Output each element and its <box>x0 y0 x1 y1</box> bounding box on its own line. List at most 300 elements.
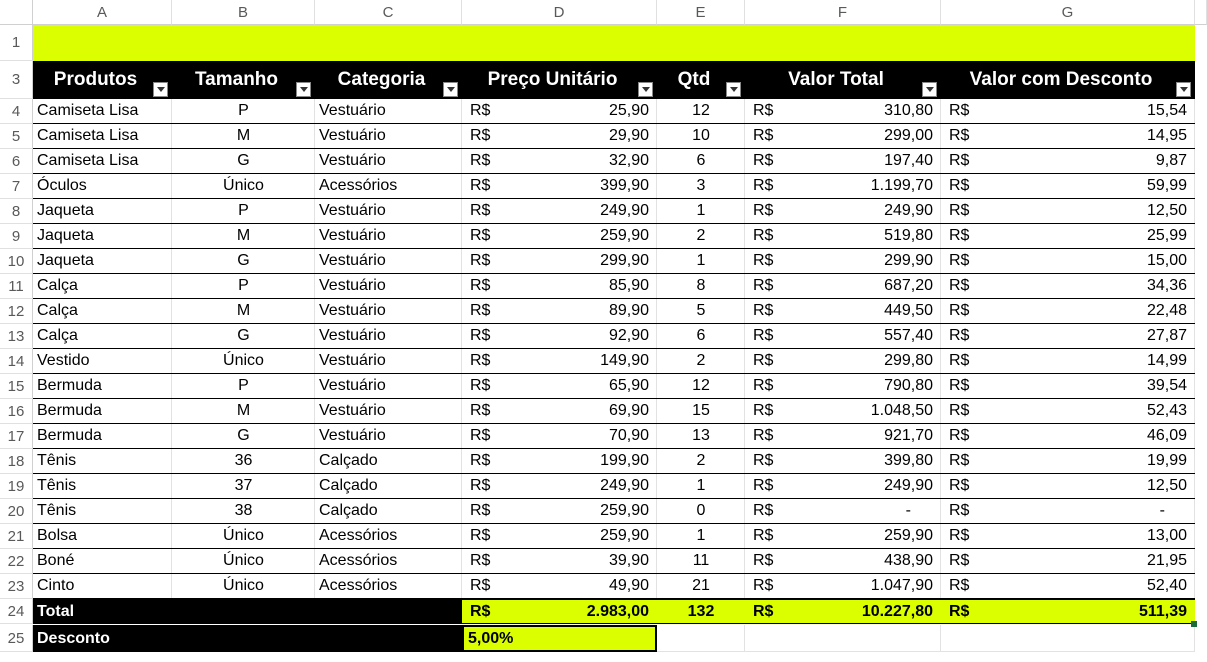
total-valor-total[interactable] <box>745 599 941 624</box>
cell-tamanho[interactable]: G <box>172 149 315 174</box>
cell-produto[interactable]: Bermuda <box>33 374 172 399</box>
cell-preco[interactable] <box>462 174 657 199</box>
money-value: 399,90 <box>600 177 649 194</box>
cell-qtd[interactable]: 5 <box>657 299 745 324</box>
header-tamanho[interactable] <box>172 61 315 99</box>
money-value: 59,99 <box>1146 177 1187 194</box>
currency-label: R$ <box>949 402 970 419</box>
header-valor-desconto-label: Valor com Desconto <box>969 69 1153 90</box>
currency-label: R$ <box>753 402 774 419</box>
row-header-20[interactable]: 20 <box>0 499 33 524</box>
cell-valor-total[interactable] <box>745 199 941 224</box>
header-valor-total-label: Valor Total <box>788 69 884 90</box>
cell-categoria[interactable]: Vestuário <box>315 299 462 324</box>
filter-dropdown-icon[interactable] <box>153 82 168 97</box>
currency-label: R$ <box>470 552 491 569</box>
cell-preco[interactable] <box>462 549 657 574</box>
cell-preco[interactable] <box>462 399 657 424</box>
cell-produto[interactable]: Bolsa <box>33 524 172 549</box>
cell-preco[interactable] <box>462 574 657 599</box>
money-value: 70,90 <box>608 427 649 444</box>
currency-label: R$ <box>470 327 491 344</box>
money-value: 249,90 <box>600 202 649 219</box>
cell-categoria[interactable]: Calçado <box>315 499 462 524</box>
money-value: 199,90 <box>600 452 649 469</box>
row-header-7[interactable]: 7 <box>0 174 33 199</box>
row-header-12[interactable]: 12 <box>0 299 33 324</box>
money-value: 687,20 <box>884 277 933 294</box>
cell-produto[interactable]: Bermuda <box>33 424 172 449</box>
money-value: 438,90 <box>884 552 933 569</box>
cell-produto[interactable]: Jaqueta <box>33 224 172 249</box>
money-value: 89,90 <box>608 302 649 319</box>
cell-preco[interactable] <box>462 374 657 399</box>
cell-valor-total[interactable] <box>745 524 941 549</box>
cell-valor-desconto[interactable] <box>941 524 1195 549</box>
cell-categoria[interactable]: Vestuário <box>315 249 462 274</box>
row-header-22[interactable]: 22 <box>0 549 33 574</box>
currency-label: R$ <box>753 502 774 519</box>
currency-label: R$ <box>470 177 491 194</box>
cell-produto[interactable]: Calça <box>33 299 172 324</box>
money-value: 25,99 <box>1146 227 1187 244</box>
row-header-25[interactable]: 25 <box>0 625 33 652</box>
header-valor-total[interactable] <box>745 61 941 99</box>
currency-label: R$ <box>753 202 774 219</box>
currency-label: R$ <box>753 127 774 144</box>
cell-qtd[interactable]: 10 <box>657 124 745 149</box>
money-value: 34,36 <box>1146 277 1187 294</box>
currency-label: R$ <box>753 352 774 369</box>
cell-qtd[interactable]: 8 <box>657 274 745 299</box>
cell-produto[interactable]: Calça <box>33 274 172 299</box>
cell-categoria[interactable]: Vestuário <box>315 274 462 299</box>
total-valor-desconto[interactable] <box>941 599 1195 624</box>
cell-valor-total[interactable] <box>745 349 941 374</box>
row-header-24[interactable]: 24 <box>0 599 33 624</box>
row-header-4[interactable]: 4 <box>0 99 33 124</box>
grid-cell[interactable] <box>941 625 1195 652</box>
cell-categoria[interactable]: Acessórios <box>315 524 462 549</box>
cell-produto[interactable]: Óculos <box>33 174 172 199</box>
money-value: - <box>1159 502 1165 519</box>
cell-valor-total[interactable] <box>745 449 941 474</box>
cell-preco[interactable] <box>462 99 657 124</box>
money-value: 92,90 <box>608 327 649 344</box>
cell-qtd[interactable]: 2 <box>657 349 745 374</box>
currency-label: R$ <box>470 527 491 544</box>
grid-cell[interactable] <box>745 625 941 652</box>
cell-qtd[interactable]: 15 <box>657 399 745 424</box>
cell-valor-desconto[interactable] <box>941 499 1195 524</box>
cell-categoria[interactable]: Vestuário <box>315 199 462 224</box>
currency-label: R$ <box>753 327 774 344</box>
money-value: 19,99 <box>1146 452 1187 469</box>
cell-preco[interactable] <box>462 449 657 474</box>
money-value: 27,87 <box>1146 327 1187 344</box>
cell-tamanho[interactable]: 37 <box>172 474 315 499</box>
cell-tamanho[interactable]: Único <box>172 574 315 599</box>
total-qtd[interactable]: 132 <box>657 599 745 624</box>
column-header-c[interactable]: C <box>315 0 462 25</box>
header-produtos[interactable] <box>33 61 172 99</box>
cell-produto[interactable]: Camiseta Lisa <box>33 99 172 124</box>
cell-valor-desconto[interactable] <box>941 199 1195 224</box>
row-header-15[interactable]: 15 <box>0 374 33 399</box>
cell-tamanho[interactable]: P <box>172 374 315 399</box>
cell-categoria[interactable]: Vestuário <box>315 349 462 374</box>
cell-valor-total[interactable] <box>745 474 941 499</box>
cell-tamanho[interactable]: G <box>172 424 315 449</box>
cell-tamanho[interactable]: Único <box>172 349 315 374</box>
money-value: 557,40 <box>884 327 933 344</box>
total-label[interactable]: Total <box>33 599 462 624</box>
row-header-5[interactable]: 5 <box>0 124 33 149</box>
cell-tamanho[interactable]: Único <box>172 174 315 199</box>
cell-tamanho[interactable]: P <box>172 274 315 299</box>
currency-label: R$ <box>753 102 774 119</box>
currency-label: R$ <box>753 227 774 244</box>
cell-qtd[interactable]: 2 <box>657 449 745 474</box>
currency-label: R$ <box>949 227 970 244</box>
currency-label: R$ <box>949 427 970 444</box>
cell-qtd[interactable]: 13 <box>657 424 745 449</box>
money-value: 299,00 <box>884 127 933 144</box>
header-categoria-label: Categoria <box>337 69 426 90</box>
money-value: 1.047,90 <box>870 577 933 594</box>
cell-qtd[interactable]: 6 <box>657 324 745 349</box>
money-value: 39,54 <box>1146 377 1187 394</box>
column-header-g[interactable]: G <box>941 0 1195 25</box>
cell-valor-total[interactable] <box>745 274 941 299</box>
money-value: 197,40 <box>884 152 933 169</box>
cell-produto[interactable]: Tênis <box>33 499 172 524</box>
cell-produto[interactable]: Jaqueta <box>33 199 172 224</box>
money-value: 12,50 <box>1146 477 1187 494</box>
money-value: 15,54 <box>1146 102 1187 119</box>
cell-categoria[interactable]: Vestuário <box>315 324 462 349</box>
cell-produto[interactable]: Cinto <box>33 574 172 599</box>
row-header-3[interactable]: 3 <box>0 61 33 99</box>
cell-valor-total[interactable] <box>745 549 941 574</box>
filter-dropdown-icon[interactable] <box>922 82 937 97</box>
cell-valor-total[interactable] <box>745 224 941 249</box>
currency-label: R$ <box>949 102 970 119</box>
currency-label: R$ <box>753 152 774 169</box>
currency-label: R$ <box>753 377 774 394</box>
currency-label: R$ <box>470 227 491 244</box>
cell-qtd[interactable]: 12 <box>657 374 745 399</box>
cell-valor-total[interactable] <box>745 574 941 599</box>
cell-valor-desconto[interactable] <box>941 274 1195 299</box>
row-header-11[interactable]: 11 <box>0 274 33 299</box>
cell-valor-total[interactable] <box>745 424 941 449</box>
row-header-8[interactable]: 8 <box>0 199 33 224</box>
cell-tamanho[interactable]: P <box>172 99 315 124</box>
row-header-14[interactable]: 14 <box>0 349 33 374</box>
cell-valor-desconto[interactable] <box>941 99 1195 124</box>
money-value: 46,09 <box>1146 427 1187 444</box>
money-value: 249,90 <box>884 202 933 219</box>
select-all-corner[interactable] <box>0 0 33 25</box>
header-preco-unitario[interactable] <box>462 61 657 99</box>
cell-produto[interactable]: Camiseta Lisa <box>33 124 172 149</box>
money-value: 69,90 <box>608 402 649 419</box>
cell-valor-desconto[interactable] <box>941 124 1195 149</box>
cell-qtd[interactable]: 0 <box>657 499 745 524</box>
column-header-d[interactable]: D <box>462 0 657 25</box>
cell-tamanho[interactable]: Único <box>172 524 315 549</box>
money-value: 12,50 <box>1146 202 1187 219</box>
cell-tamanho[interactable]: M <box>172 224 315 249</box>
row-header-16[interactable]: 16 <box>0 399 33 424</box>
cell-preco[interactable] <box>462 474 657 499</box>
cell-preco[interactable] <box>462 349 657 374</box>
cell-categoria[interactable]: Vestuário <box>315 224 462 249</box>
currency-label: R$ <box>949 177 970 194</box>
filter-dropdown-icon[interactable] <box>726 82 741 97</box>
money-value: 249,90 <box>884 477 933 494</box>
header-qtd-label: Qtd <box>677 69 711 90</box>
cell-produto[interactable]: Calça <box>33 324 172 349</box>
currency-label: R$ <box>949 202 970 219</box>
column-header-b[interactable]: B <box>172 0 315 25</box>
cell-preco[interactable] <box>462 149 657 174</box>
discount-value[interactable]: 5,00% <box>462 625 657 652</box>
row-header-6[interactable]: 6 <box>0 149 33 174</box>
currency-label: R$ <box>753 252 774 269</box>
cell-preco[interactable] <box>462 299 657 324</box>
filter-dropdown-icon[interactable] <box>638 82 653 97</box>
header-preco-unitario-label: Preço Unitário <box>487 69 618 90</box>
cell-tamanho[interactable]: Único <box>172 549 315 574</box>
money-value: 9,87 <box>1155 152 1187 169</box>
money-value: 511,39 <box>1138 602 1187 620</box>
cell-qtd[interactable]: 1 <box>657 474 745 499</box>
row-header-19[interactable]: 19 <box>0 474 33 499</box>
row-header-13[interactable]: 13 <box>0 324 33 349</box>
currency-label: R$ <box>753 277 774 294</box>
cell-preco[interactable] <box>462 124 657 149</box>
money-value: 790,80 <box>884 377 933 394</box>
cell-categoria[interactable]: Vestuário <box>315 399 462 424</box>
cell-valor-total[interactable] <box>745 324 941 349</box>
cell-valor-desconto[interactable] <box>941 249 1195 274</box>
cell-qtd[interactable]: 1 <box>657 524 745 549</box>
cell-tamanho[interactable]: G <box>172 324 315 349</box>
money-value: 921,70 <box>884 427 933 444</box>
currency-label: R$ <box>470 352 491 369</box>
cell-categoria[interactable]: Acessórios <box>315 174 462 199</box>
cell-qtd[interactable]: 1 <box>657 249 745 274</box>
cell-preco[interactable] <box>462 324 657 349</box>
cell-produto[interactable]: Tênis <box>33 474 172 499</box>
cell-qtd[interactable]: 2 <box>657 224 745 249</box>
currency-label: R$ <box>470 452 491 469</box>
cell-valor-desconto[interactable] <box>941 374 1195 399</box>
cell-valor-desconto[interactable] <box>941 549 1195 574</box>
header-valor-desconto[interactable] <box>941 61 1195 99</box>
filter-dropdown-icon[interactable] <box>1176 82 1191 97</box>
money-value: 39,90 <box>608 552 649 569</box>
cell-tamanho[interactable]: 38 <box>172 499 315 524</box>
cell-categoria[interactable]: Vestuário <box>315 424 462 449</box>
cell-valor-desconto[interactable] <box>941 174 1195 199</box>
cell-preco[interactable] <box>462 424 657 449</box>
cell-valor-desconto[interactable] <box>941 449 1195 474</box>
cell-valor-total[interactable] <box>745 124 941 149</box>
cell-categoria[interactable]: Vestuário <box>315 374 462 399</box>
money-value: 1.199,70 <box>870 177 933 194</box>
filter-dropdown-icon[interactable] <box>443 82 458 97</box>
currency-label: R$ <box>470 302 491 319</box>
cell-valor-total[interactable] <box>745 149 941 174</box>
row-header-17[interactable]: 17 <box>0 424 33 449</box>
cell-tamanho[interactable]: G <box>172 249 315 274</box>
currency-label: R$ <box>753 477 774 494</box>
currency-label: R$ <box>949 452 970 469</box>
currency-label: R$ <box>470 277 491 294</box>
cell-categoria[interactable]: Calçado <box>315 474 462 499</box>
cell-preco[interactable] <box>462 249 657 274</box>
cell-preco[interactable] <box>462 499 657 524</box>
money-value: 299,90 <box>600 252 649 269</box>
cell-valor-desconto[interactable] <box>941 149 1195 174</box>
currency-label: R$ <box>470 152 491 169</box>
cell-preco[interactable] <box>462 274 657 299</box>
money-value: 14,99 <box>1146 352 1187 369</box>
currency-label: R$ <box>470 602 491 620</box>
cell-valor-total[interactable] <box>745 249 941 274</box>
money-value: 22,48 <box>1146 302 1187 319</box>
row-header-23[interactable]: 23 <box>0 574 33 599</box>
money-value: 13,00 <box>1146 527 1187 544</box>
money-value: 29,90 <box>608 127 649 144</box>
cell-categoria[interactable]: Vestuário <box>315 99 462 124</box>
money-value: - <box>905 502 911 519</box>
cell-qtd[interactable]: 1 <box>657 199 745 224</box>
cell-valor-total[interactable] <box>745 374 941 399</box>
cell-qtd[interactable]: 3 <box>657 174 745 199</box>
cell-categoria[interactable]: Acessórios <box>315 574 462 599</box>
sheet-title[interactable] <box>33 25 1195 61</box>
cell-produto[interactable]: Jaqueta <box>33 249 172 274</box>
currency-label: R$ <box>949 127 970 144</box>
currency-label: R$ <box>949 377 970 394</box>
money-value: 52,40 <box>1146 577 1187 594</box>
cell-valor-total[interactable] <box>745 499 941 524</box>
money-value: 10.227,80 <box>861 602 933 620</box>
currency-label: R$ <box>949 577 970 594</box>
cell-produto[interactable]: Tênis <box>33 449 172 474</box>
cell-produto[interactable]: Boné <box>33 549 172 574</box>
cell-valor-total[interactable] <box>745 399 941 424</box>
money-value: 14,95 <box>1146 127 1187 144</box>
currency-label: R$ <box>470 402 491 419</box>
cell-produto[interactable]: Bermuda <box>33 399 172 424</box>
cell-preco[interactable] <box>462 224 657 249</box>
row-header-21[interactable]: 21 <box>0 524 33 549</box>
cell-valor-desconto[interactable] <box>941 474 1195 499</box>
header-qtd[interactable] <box>657 61 745 99</box>
column-header-a[interactable]: A <box>33 0 172 25</box>
header-categoria[interactable] <box>315 61 462 99</box>
header-produtos-label: Produtos <box>53 69 138 90</box>
cell-valor-desconto[interactable] <box>941 224 1195 249</box>
cell-categoria[interactable]: Vestuário <box>315 124 462 149</box>
cell-tamanho[interactable]: P <box>172 199 315 224</box>
row-header-18[interactable]: 18 <box>0 449 33 474</box>
cell-categoria[interactable]: Acessórios <box>315 549 462 574</box>
filter-dropdown-icon[interactable] <box>296 82 311 97</box>
currency-label: R$ <box>949 252 970 269</box>
cell-valor-desconto[interactable] <box>941 299 1195 324</box>
currency-label: R$ <box>470 102 491 119</box>
money-value: 32,90 <box>608 152 649 169</box>
cell-valor-desconto[interactable] <box>941 349 1195 374</box>
cell-tamanho[interactable]: M <box>172 299 315 324</box>
column-header-e[interactable]: E <box>657 0 745 25</box>
cell-qtd[interactable]: 11 <box>657 549 745 574</box>
cell-produto[interactable]: Vestido <box>33 349 172 374</box>
currency-label: R$ <box>949 527 970 544</box>
money-value: 149,90 <box>600 352 649 369</box>
row-header-10[interactable]: 10 <box>0 249 33 274</box>
total-preco[interactable] <box>462 599 657 624</box>
row-header-9[interactable]: 9 <box>0 224 33 249</box>
cell-tamanho[interactable]: M <box>172 124 315 149</box>
currency-label: R$ <box>949 277 970 294</box>
currency-label: R$ <box>949 352 970 369</box>
fill-handle[interactable] <box>1191 621 1197 627</box>
cell-valor-total[interactable] <box>745 174 941 199</box>
cell-valor-desconto[interactable] <box>941 399 1195 424</box>
currency-label: R$ <box>470 477 491 494</box>
currency-label: R$ <box>949 477 970 494</box>
currency-label: R$ <box>949 152 970 169</box>
column-header-f[interactable]: F <box>745 0 941 25</box>
header-tamanho-label: Tamanho <box>194 69 279 90</box>
money-value: 85,90 <box>608 277 649 294</box>
cell-produto[interactable]: Camiseta Lisa <box>33 149 172 174</box>
cell-preco[interactable] <box>462 524 657 549</box>
cell-valor-total[interactable] <box>745 299 941 324</box>
cell-qtd[interactable]: 12 <box>657 99 745 124</box>
currency-label: R$ <box>753 552 774 569</box>
cell-categoria[interactable]: Calçado <box>315 449 462 474</box>
cell-tamanho[interactable]: 36 <box>172 449 315 474</box>
cell-tamanho[interactable]: M <box>172 399 315 424</box>
money-value: 449,50 <box>884 302 933 319</box>
money-value: 1.048,50 <box>870 402 933 419</box>
currency-label: R$ <box>949 552 970 569</box>
currency-label: R$ <box>949 602 970 620</box>
cell-qtd[interactable]: 6 <box>657 149 745 174</box>
currency-label: R$ <box>753 577 774 594</box>
cell-valor-desconto[interactable] <box>941 324 1195 349</box>
cell-preco[interactable] <box>462 199 657 224</box>
cell-valor-desconto[interactable] <box>941 574 1195 599</box>
grid-cell[interactable] <box>657 625 745 652</box>
cell-qtd[interactable]: 21 <box>657 574 745 599</box>
money-value: 299,80 <box>884 352 933 369</box>
cell-valor-total[interactable] <box>745 99 941 124</box>
discount-label[interactable]: Desconto <box>33 625 462 652</box>
currency-label: R$ <box>753 177 774 194</box>
row-header-1[interactable]: 1 <box>0 25 33 61</box>
cell-categoria[interactable]: Vestuário <box>315 149 462 174</box>
cell-valor-desconto[interactable] <box>941 424 1195 449</box>
